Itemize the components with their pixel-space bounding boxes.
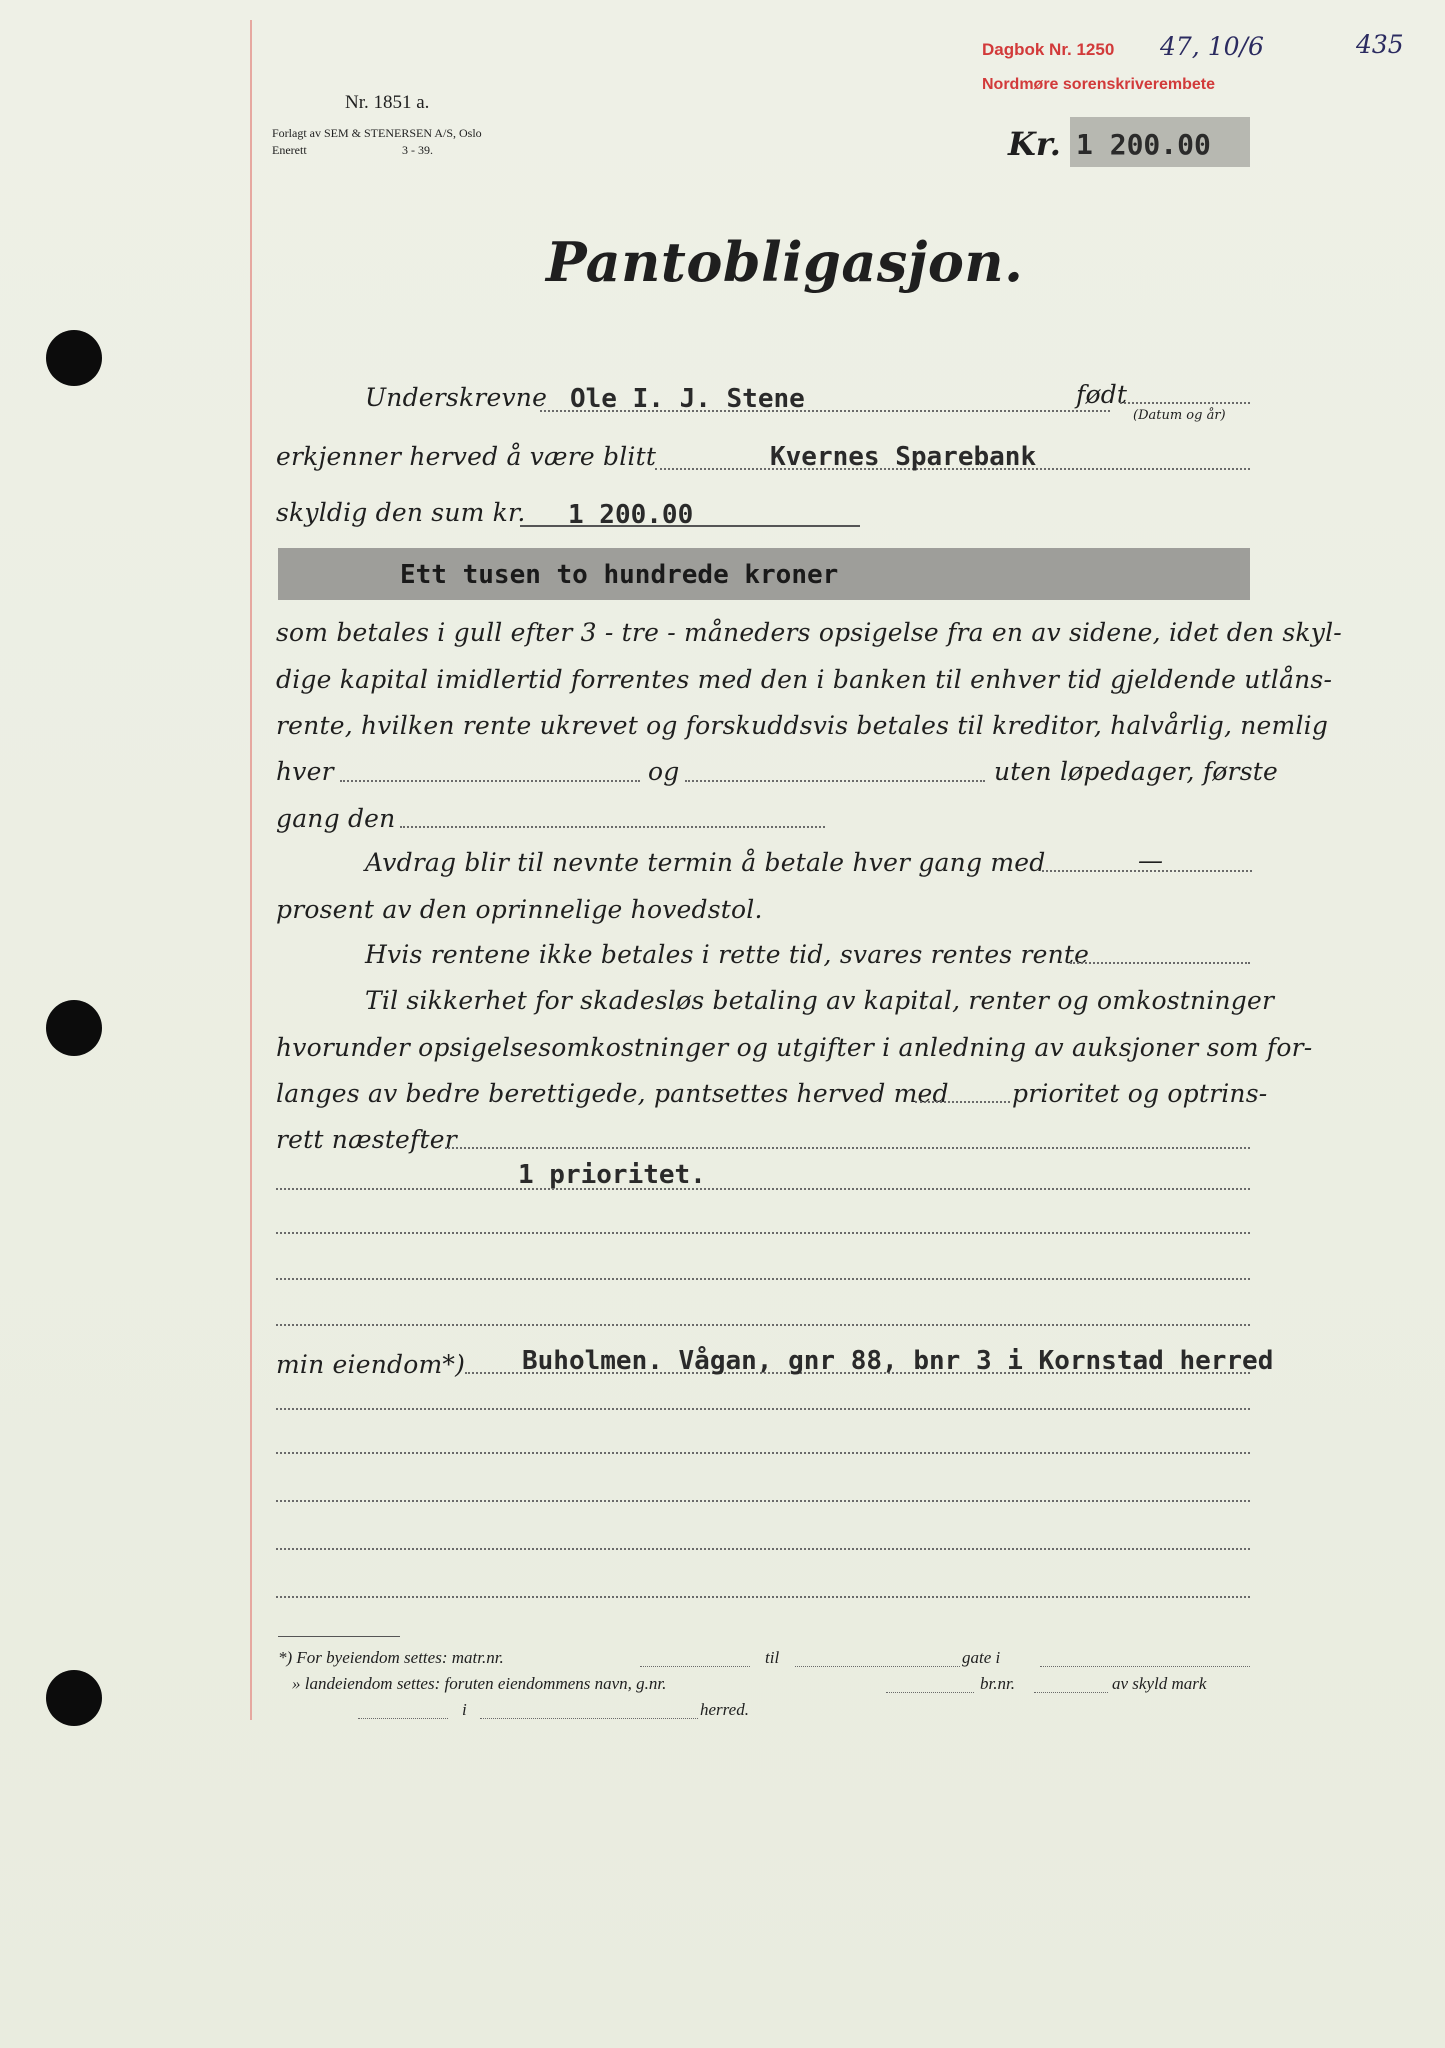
body-line-2: dige kapital imidlertid forrentes med den i banken til enhver tid gjeldende utlåns-: [276, 665, 1333, 694]
blank-line-2: [276, 1232, 1250, 1234]
born-dotted-line: [1120, 402, 1250, 404]
footnote-l3-a: i: [462, 1700, 467, 1719]
gang-dotted-line: [400, 826, 825, 828]
footnote-l2-a: » landeiendom settes: foruten eiendommens navn, g.nr.: [292, 1674, 667, 1693]
footnote-rule: [278, 1636, 400, 1637]
sikkerhet-line-1: Til sikkerhet for skadesløs betaling av kapital, renter og omkostninger: [365, 986, 1275, 1015]
footnote-dots: [358, 1718, 448, 1719]
publisher-date: 3 - 39.: [402, 143, 433, 157]
hvis-dotted-line: [1070, 962, 1250, 964]
sum-value: 1 200.00: [568, 500, 694, 530]
footnote-dots: [886, 1692, 974, 1693]
amount-value: 1 200.00: [1076, 128, 1211, 161]
footnote-l1-a: *) For byeiendom settes: matr.nr.: [278, 1648, 504, 1667]
page-number: 435: [1356, 30, 1404, 59]
eiendom-value: Buholmen. Vågan, gnr 88, bnr 3 i Kornstad herred: [522, 1346, 1274, 1376]
og-dotted-line: [685, 780, 985, 782]
blank-line-9: [276, 1596, 1250, 1598]
blank-line-1: [276, 1188, 1250, 1190]
publisher-line-2: Enerett: [272, 143, 307, 157]
gang-label: gang den: [276, 804, 396, 833]
naestefter-label: rett næstefter: [276, 1125, 457, 1154]
stamp-line-1: Dagbok Nr. 1250: [982, 40, 1115, 59]
sikkerhet-line-3b: prioritet og optrins-: [1012, 1079, 1268, 1108]
document-title: Pantobligasjon.: [546, 230, 1024, 294]
form-number: Nr. 1851 a.: [345, 92, 430, 113]
eiendom-label: min eiendom*): [276, 1350, 466, 1379]
punch-hole-icon: [46, 1670, 102, 1726]
sum-words: Ett tusen to hundrede kroner: [400, 560, 839, 590]
owing-label: skyldig den sum kr.: [276, 498, 526, 527]
prosent-text: prosent av den oprinnelige hovedstol.: [276, 895, 763, 924]
og-label: og: [648, 757, 680, 786]
naestefter-dotted-line: [445, 1147, 1250, 1149]
sikkerhet-line-2: hvorunder opsigelsesomkostninger og utgifter i anledning av auksjoner som for-: [276, 1033, 1313, 1062]
punch-hole-icon: [46, 330, 102, 386]
creditor-value: Kvernes Sparebank: [770, 442, 1037, 472]
footnote-l3-b: herred.: [700, 1700, 749, 1719]
uten-label: uten løpedager, første: [994, 757, 1278, 786]
acknowledge-label: erkjenner herved å være blitt: [276, 442, 657, 471]
prioritet-dotted-line: [915, 1101, 1010, 1103]
blank-line-6: [276, 1452, 1250, 1454]
blank-line-4: [276, 1324, 1250, 1326]
footnote-l2-c: av skyld mark: [1112, 1674, 1207, 1693]
blank-line-3: [276, 1278, 1250, 1280]
footnote-dots: [795, 1666, 960, 1667]
footnote-dots: [640, 1666, 750, 1667]
footnote-l2-b: br.nr.: [980, 1674, 1015, 1693]
handwritten-date: 47, 10/6: [1160, 32, 1264, 61]
hvis-text: Hvis rentene ikke betales i rette tid, svares rentes rente: [365, 940, 1090, 969]
undersigned-label: Underskrevne: [365, 383, 548, 412]
avdrag-dash: —: [1138, 846, 1164, 875]
prioritet-value: 1 prioritet.: [518, 1160, 706, 1190]
footnote-dots: [480, 1718, 698, 1719]
footnote-l1-b: til: [765, 1648, 780, 1667]
footnote-l1-c: gate i: [962, 1648, 1001, 1667]
undersigned-value: Ole I. J. Stene: [570, 384, 805, 414]
punch-hole-icon: [46, 1000, 102, 1056]
born-hint: (Datum og år): [1133, 408, 1226, 423]
stamp-line-2: Nordmøre sorenskriverembete: [982, 76, 1215, 93]
amount-label: Kr.: [1008, 125, 1061, 163]
hver-dotted-line: [340, 780, 640, 782]
publisher-line-1: Forlagt av SEM & STENERSEN A/S, Oslo: [272, 126, 482, 140]
footnote-dots: [1034, 1692, 1108, 1693]
hver-label: hver: [276, 757, 334, 786]
blank-line-8: [276, 1548, 1250, 1550]
body-line-3: rente, hvilken rente ukrevet og forskuddsvis betales til kreditor, halvårlig, nemlig: [276, 711, 1329, 740]
footnote-dots: [1040, 1666, 1250, 1667]
avdrag-text: Avdrag blir til nevnte termin å betale hver gang med: [365, 848, 1046, 877]
sikkerhet-line-3a: langes av bedre berettigede, pantsettes herved med: [276, 1079, 949, 1108]
born-label: født: [1076, 380, 1128, 409]
blank-line-7: [276, 1500, 1250, 1502]
margin-rule: [250, 20, 252, 1720]
blank-line-5: [276, 1408, 1250, 1410]
body-line-1: som betales i gull efter 3 - tre - måneders opsigelse fra en av sidene, idet den skyl-: [276, 618, 1342, 647]
